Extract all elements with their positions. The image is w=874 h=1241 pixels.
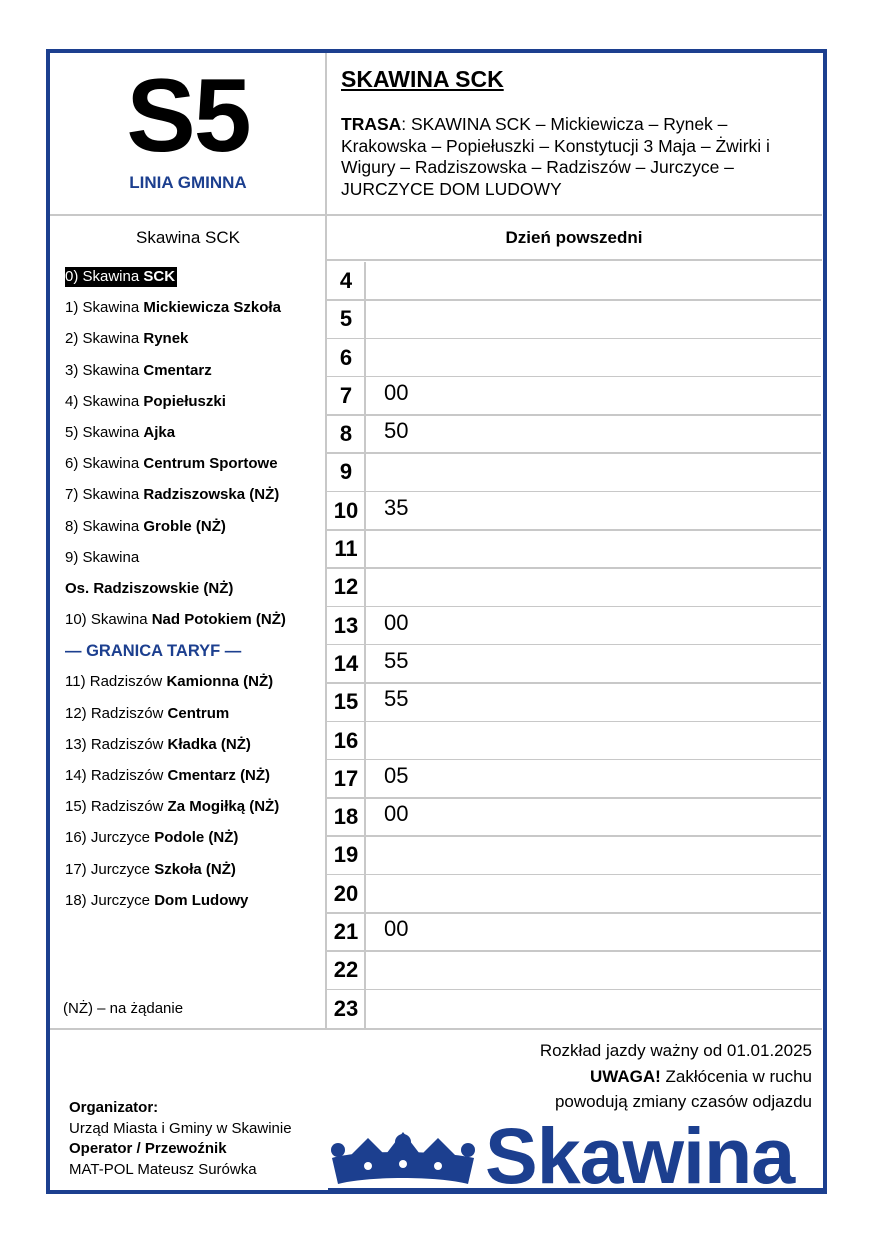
row-divider [327, 414, 821, 416]
hour-label: 11 [334, 536, 358, 562]
organizer-label: Organizator: [69, 1099, 159, 1116]
hour-row [327, 990, 821, 1028]
validity-note [540, 1038, 812, 1115]
skawina-logo-text: Skawina [485, 1111, 795, 1200]
hour-label: 13 [333, 612, 359, 638]
hour-label: 21 [333, 919, 359, 945]
hour-row [327, 951, 821, 989]
hour-row [327, 568, 821, 606]
stop-item [65, 671, 325, 702]
stop-name: Popiełuszki [143, 392, 226, 410]
hour-row [327, 683, 821, 721]
stop-item [65, 703, 325, 734]
stop-name: Kamionna (NŻ) [166, 673, 274, 691]
organizer-name: Urząd Miasta i Gminy w Skawinie [69, 1119, 292, 1137]
stop-name: Za Mogiłką (NŻ) [167, 798, 280, 816]
route-text: : SKAWINA SCK – Mickiewicza – Rynek – Krakowska – Popiełuszki – Konstytucji 3 Maja – Żwirki i Wigury – Radziszowska – Radziszów – Jurczyce – JURCZYCE DOM LUDOWY [341, 114, 770, 199]
stop-name: — GRANICA TARYF — [65, 642, 242, 661]
hour-row [327, 262, 821, 300]
departure-grid [327, 262, 821, 1028]
line-number: S5 [126, 58, 250, 174]
hour-label: 6 [339, 344, 353, 370]
stop-prefix: 0) Skawina [65, 268, 144, 285]
operator-name: MAT-POL Mateusz Surówka [69, 1160, 257, 1178]
stop-prefix: 16) Jurczyce [65, 829, 155, 847]
stop-name: Radziszowska (NŻ) [143, 486, 280, 504]
row-divider [327, 835, 821, 837]
stop-item [65, 609, 325, 640]
validity-date: Rozkład jazdy ważny od 01.01.2025 [539, 1041, 812, 1060]
row-divider [327, 491, 821, 493]
hour-label: 14 [333, 650, 359, 676]
stop-item [65, 859, 325, 890]
stop-item [65, 578, 325, 609]
hour-row [327, 300, 821, 338]
stop-item [65, 453, 325, 484]
stop-prefix: 3) Skawina [65, 361, 144, 379]
stop-prefix: 8) Skawina [65, 517, 144, 535]
minutes-value: 00 [384, 801, 409, 827]
stop-prefix: 1) Skawina [65, 299, 144, 317]
organizer-block [69, 1098, 292, 1180]
minutes-value: 55 [384, 647, 409, 673]
minutes-value: 50 [384, 418, 409, 444]
minutes-value: 00 [384, 916, 409, 942]
stop-prefix: 4) Skawina [65, 392, 144, 410]
stop-item [65, 765, 325, 796]
hour-label: 23 [333, 995, 359, 1021]
stop-item [65, 547, 325, 578]
hour-label: 19 [333, 842, 359, 868]
route-label: TRASA [341, 114, 402, 134]
operator-label: Operator / Przewoźnik [69, 1140, 227, 1157]
stop-item [65, 516, 325, 547]
hour-row [327, 339, 821, 377]
row-divider [327, 797, 821, 799]
hour-label: 7 [339, 382, 353, 408]
stop-prefix: 17) Jurczyce [65, 860, 155, 878]
hour-label: 22 [333, 957, 359, 983]
stop-prefix: 5) Skawina [65, 423, 144, 441]
row-divider [327, 644, 821, 646]
divider-day-header [326, 259, 822, 261]
hour-label: 17 [333, 765, 359, 791]
stop-item [65, 484, 325, 515]
row-divider [327, 452, 821, 454]
stop-item [65, 890, 325, 921]
row-divider [327, 529, 821, 531]
stop-name: Kładka (NŻ) [167, 735, 251, 753]
hour-row [327, 836, 821, 874]
day-header: Dzień powszedni [505, 228, 643, 247]
stop-name: Szkoła (NŻ) [154, 860, 236, 878]
stop-prefix: 13) Radziszów [65, 735, 168, 753]
stop-name: Centrum Sportowe [143, 455, 278, 473]
tariff-border-label [65, 640, 325, 671]
warning-text: Zakłócenia w ruchu [660, 1066, 812, 1086]
minutes-value: 05 [384, 762, 409, 788]
stop-name: Centrum [167, 704, 230, 722]
stop-item [65, 827, 325, 858]
warning-text-2: powodują zmiany czasów odjazdu [554, 1092, 812, 1111]
hour-row [327, 913, 821, 951]
hour-label: 5 [339, 306, 353, 332]
stop-prefix: 6) Skawina [65, 455, 144, 473]
hour-label: 16 [333, 727, 359, 753]
hour-row [327, 415, 821, 453]
row-divider [327, 721, 821, 723]
hour-row [327, 453, 821, 491]
stop-name: Groble (NŻ) [143, 517, 226, 535]
stop-prefix: 10) Skawina [65, 611, 152, 629]
hour-row [327, 377, 821, 415]
stop-prefix: 15) Radziszów [65, 798, 168, 816]
row-divider [327, 606, 821, 608]
row-divider [327, 682, 821, 684]
stop-name: Ajka [143, 423, 176, 441]
minutes-value: 00 [384, 609, 409, 635]
minutes-value: 55 [384, 686, 409, 712]
hour-row [327, 798, 821, 836]
stop-name: Rynek [143, 330, 189, 348]
row-divider [327, 912, 821, 914]
stop-prefix: 18) Jurczyce [65, 891, 155, 909]
stop-item [65, 796, 325, 827]
row-divider [327, 759, 821, 761]
hour-label: 4 [339, 268, 353, 293]
minutes-value: 00 [384, 379, 409, 405]
row-divider [327, 989, 821, 991]
stop-item [65, 360, 325, 391]
route-description [341, 114, 811, 200]
hour-row [327, 722, 821, 760]
stop-item [65, 266, 325, 297]
warning-label: UWAGA! [589, 1066, 661, 1086]
row-divider [327, 567, 821, 569]
destination-title: SKAWINA SCK [341, 66, 504, 92]
hour-row [327, 492, 821, 530]
divider-footer [50, 1028, 822, 1030]
row-divider [327, 299, 821, 301]
stops-list [65, 266, 325, 921]
stop-prefix: 2) Skawina [65, 330, 144, 348]
hour-row [327, 645, 821, 683]
minutes-value: 35 [384, 494, 409, 520]
row-divider [327, 950, 821, 952]
stop-name: Nad Potokiem (NŻ) [151, 611, 286, 629]
row-divider [327, 874, 821, 876]
hour-label: 15 [333, 689, 359, 715]
stop-prefix: 12) Radziszów [65, 704, 168, 722]
stop-prefix: 14) Radziszów [65, 767, 168, 784]
stop-name: Mickiewicza Szkoła [143, 299, 281, 317]
hour-label: 10 [333, 497, 359, 523]
hour-label: 12 [333, 574, 359, 600]
stop-item [65, 391, 325, 422]
stop-name: Os. Radziszowskie (NŻ) [65, 579, 234, 597]
warning-line [540, 1064, 812, 1090]
hour-row [327, 875, 821, 913]
hour-row [327, 760, 821, 798]
hour-label: 8 [339, 421, 353, 447]
hour-row [327, 530, 821, 568]
hour-label: 9 [339, 459, 353, 485]
stop-prefix: 11) Radziszów [65, 673, 167, 691]
stop-name: SCK [143, 268, 176, 285]
row-divider [327, 376, 821, 378]
stop-item [65, 297, 325, 328]
divider-header [50, 214, 822, 216]
line-type: LINIA GMINNA [129, 173, 247, 192]
stop-item [65, 422, 325, 453]
stop-item [65, 328, 325, 359]
stop-name: Dom Ludowy [154, 891, 249, 909]
stop-prefix: 9) Skawina [65, 548, 140, 566]
legend-note: (NŻ) – na żądanie [63, 1000, 184, 1017]
stop-name: Cmentarz (NŻ) [167, 767, 271, 784]
stop-item [65, 734, 325, 765]
row-divider [327, 338, 821, 340]
hour-label: 18 [333, 804, 359, 830]
stop-header: Skawina SCK [136, 228, 240, 247]
hour-label: 20 [333, 880, 359, 906]
stop-prefix: 7) Skawina [65, 486, 144, 504]
stop-name: Podole (NŻ) [154, 829, 239, 847]
hour-row [327, 607, 821, 645]
stop-name: Cmentarz [143, 361, 212, 379]
